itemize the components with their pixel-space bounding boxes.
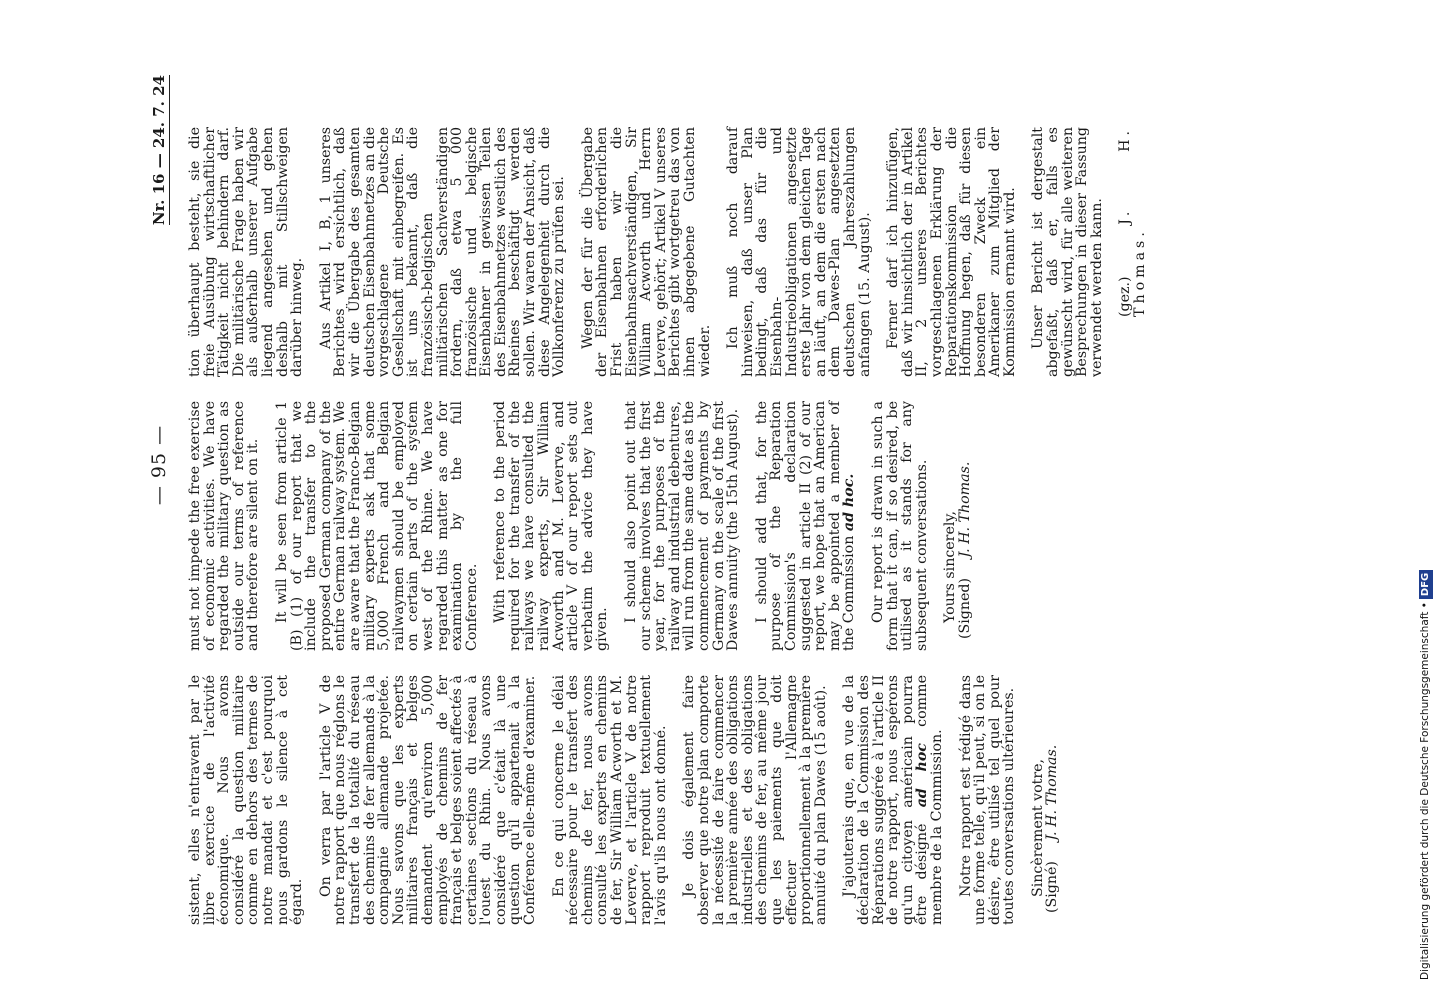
english-paragraph: It will be seen from article 1 (B) (1) of our report that we include the transfer to the proposed German company of the entire German railway system. We are aware that the Franco-Belgian military experts ask that some 5,000 French and Belgian railwaymen should be employed on certain parts of the system west of the Rhine. We have regarded this matter as one for examination by the full Conference. bbox=[273, 401, 480, 651]
english-paragraph: I should also point out that our scheme involves that the first year, for the purposes of the railway and industrial debentures, will run from the same date as the commencement of payments by Germany on the scale of the first Dawes annuity (the 15th August). bbox=[623, 401, 742, 651]
german-paragraph: tion überhaupt besteht, sie die freie Ausübung wirtschaftlicher Tätigkeit nicht behindern darf. Die militärische Frage haben wir als außerhalb unserer Aufgabe liegend angesehen und gehen deshalb mit Stillschweigen darüber hinweg. bbox=[187, 127, 306, 377]
french-paragraph: sistent, elles n'entravent par le libre exercice de l'activité économique. Nous avons considéré la question militaire comme en dehors des termes de notre mandat et c'est pourquoi nous gardons le silence à cet égard. bbox=[187, 675, 306, 925]
funding-note bbox=[1418, 572, 1432, 980]
english-signer-name: J. H. Thomas. bbox=[956, 461, 973, 558]
german-paragraph: Wegen der für die Übergabe der Eisenbahnen erforderlichen Frist haben wir die Eisenbahnsachverständigen, Sir William Acworth und Herrn Leverve, gehört; Artikel V unseres Berichtes gibt wortgetreu das von ihnen abgegebene Gutachten wieder. bbox=[579, 127, 713, 377]
german-paragraph: Aus Artikel I, B, 1 unseres Berichtes wird ersichtlich, daß wir die Übergabe des gesamten deutschen Eisenbahnnetzes an die vorgeschlagene Deutsche Gesellschaft mit einbegreifen. Es ist uns bekannt, daß die französisch-belgischen militärischen Sachverständigen fordern, daß etwa 5 000 französische und belgische Eisenbahner in gewissen Teilen des Eisenbahnnetzes westlich des Rheines beschäftigt werden sollen. Wir waren der Ansicht, daß diese Angelegenheit durch die Vollkonferenz zu prüfen sei. bbox=[317, 127, 568, 377]
french-latin-phrase: ad hoc bbox=[914, 743, 931, 808]
french-paragraph: Notre rapport est rédigé dans une forme telle, qu'il peut, si on le désire, être utilisé tel quel pour toutes conversations ultérieures. bbox=[957, 675, 1018, 925]
page-header bbox=[148, 75, 180, 925]
english-paragraph-text: I should add that, for the purpose of the Reparation Commission's declaration suggested in article II (2) of our report, we hope that an American may be appointed a member of the Commission bbox=[753, 401, 858, 651]
english-paragraph bbox=[755, 401, 857, 651]
french-paragraph-text: J'ajouterais que, en vue de la déclaration de la Commission des Réparations suggérée à l'article II de notre rapport, nous espérons qu'un citoyen américain pourra être désigné bbox=[841, 675, 931, 925]
french-column bbox=[187, 675, 1061, 925]
french-paragraph-text: comme membre de la Commission. bbox=[914, 675, 945, 925]
funding-note-text: Digitalisierung gefördert durch die Deutsche Forschungsgemeinschaft • bbox=[1419, 602, 1431, 980]
french-signature bbox=[1045, 675, 1060, 925]
french-closing: Sincèrement votre, bbox=[1029, 758, 1046, 897]
german-signature bbox=[1118, 127, 1147, 377]
issue-reference: Nr. 16 — 24. 7. 24 bbox=[150, 75, 168, 226]
french-signer-name: J. H. Thomas. bbox=[1044, 744, 1061, 841]
german-paragraph: Ich muß noch darauf hinweisen, daß unser Plan bedingt, daß das für die Eisenbahn- und Industrieobligationen angesetzte erste Jahr von dem gleichen Tage an läuft, an dem die ersten nach dem Dawes-Plan angesetzten deutschen Jahreszahlungen anfangen (15. August). bbox=[725, 127, 873, 377]
dfg-logo-icon: DFG bbox=[1419, 570, 1433, 599]
german-signer-name: J. H. Thomas. bbox=[1117, 127, 1149, 317]
french-paragraph: Je dois également faire observer que notre plan comporte la nécessité de faire commencer la première année des obligations industrielles et des obligations des chemins de fer, au même jour que les paiements que doit effectuer l'Allemagne proportionnellement à la première annuité du plan Dawes (15 août). bbox=[681, 675, 829, 925]
german-signed-label: (gez.) bbox=[1117, 276, 1134, 317]
english-closing: Yours sincerely, bbox=[942, 510, 959, 623]
english-paragraph: With reference to the period required for the transfer of the railways we have consulted the railway experts, Sir William Acworth and M. Leverve, and article V of our report sets out verbatim the advice they have given. bbox=[492, 401, 611, 651]
page-number: — 95 — bbox=[148, 424, 170, 506]
french-paragraph: On verra par l'article V de notre rapport que nous réglons le transfert de la totalité du réseau des chemins de fer allemands à la compagnie allemande projetée. Nous savons que les experts militaires français et belges demandent qu'environ 5,000 employés de chemins de fer français et belges soient affectés à certaines sections du réseau à l'ouest du Rhin. Nous avons considéré que c'était là une question qu'il appartenait à la Conférence elle-même d'examiner. bbox=[317, 675, 539, 925]
german-paragraph: Unser Bericht ist dergestalt abgefaßt, daß er, falls es gewünscht wird, für alle weiteren Besprechungen in dieser Fassung verwendet werden kann. bbox=[1030, 127, 1105, 377]
english-signed-label: (Signed) bbox=[956, 577, 973, 639]
german-paragraph: Ferner darf ich hinzufügen, daß wir hinsichtlich der in Artikel II, 2 unseres Berichtes vorgeschlagenen Erklärung der Reparationskommission die Hoffnung hegen, daß für diesen besonderen Zweck ein Amerikaner zum Mitglied der Kommission ernannt wird. bbox=[885, 127, 1018, 377]
english-paragraph: Our report is drawn in such a form that it can, if so desired, be utilised as it stands for any subsequent conversations. bbox=[869, 401, 930, 651]
english-column bbox=[187, 401, 973, 651]
document-page bbox=[148, 75, 1149, 925]
french-paragraph bbox=[842, 675, 944, 925]
french-paragraph: En ce qui concerne le délai nécessaire pour le transfert des chemins de fer, nous avons consulté les experts en chemins de fer, Sir William Acworth et M. Leverve, et l'article V de notre rapport reproduit textuellement l'avis qu'ils nous ont donné. bbox=[550, 675, 669, 925]
english-latin-phrase: ad hoc. bbox=[841, 473, 858, 532]
english-paragraph: must not impede the free exercise of economic activities. We have regarded the military question as outside our terms of reference and therefore are silent on it. bbox=[187, 401, 262, 651]
german-column bbox=[187, 127, 1149, 377]
french-signed-label: (Signé) bbox=[1044, 861, 1061, 913]
english-signature bbox=[958, 401, 973, 651]
